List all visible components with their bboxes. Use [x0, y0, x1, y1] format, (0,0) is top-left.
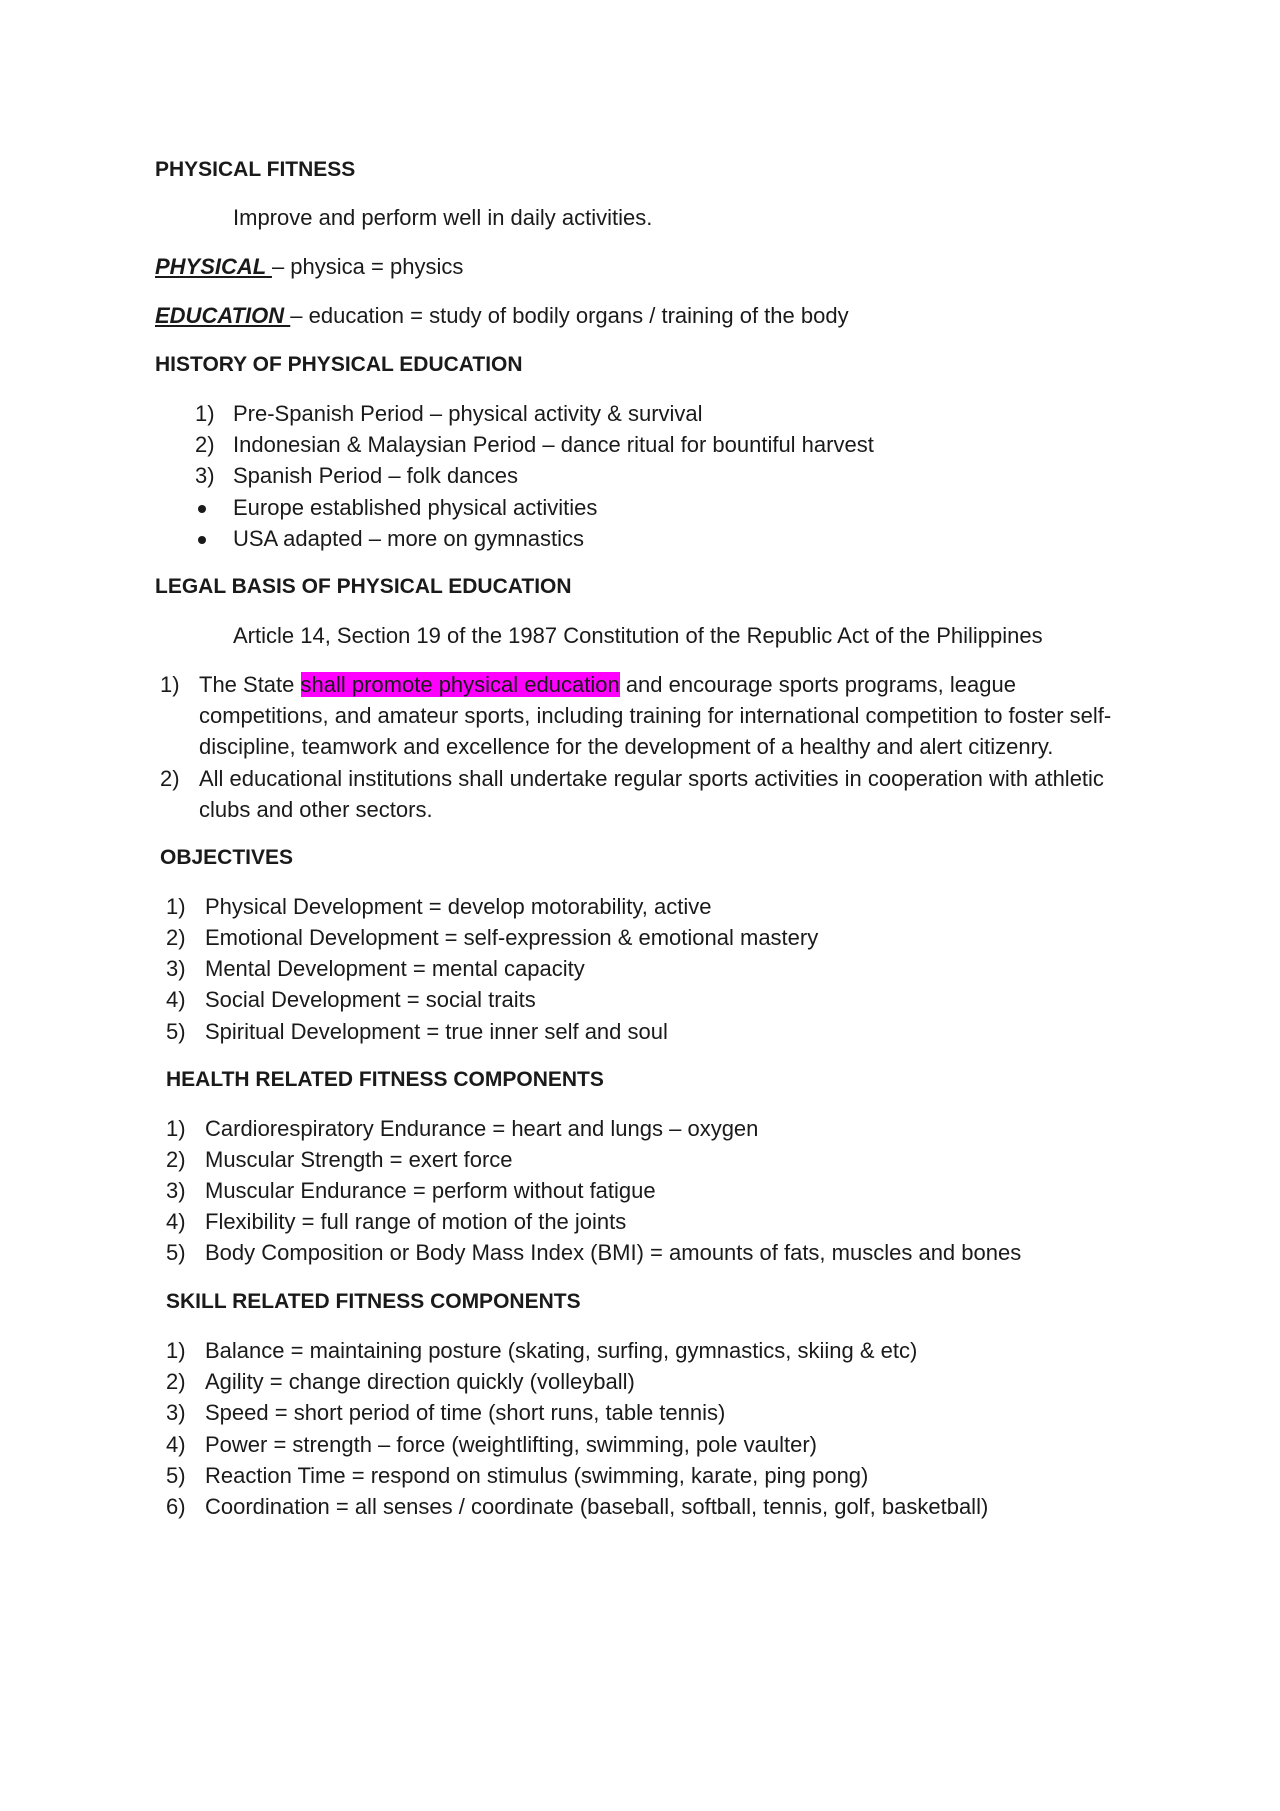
- heading-legal-basis: LEGAL BASIS OF PHYSICAL EDUCATION: [155, 575, 572, 598]
- list-number: 1): [166, 894, 186, 919]
- list-number: 5): [166, 1240, 186, 1265]
- list-item: Body Composition or Body Mass Index (BMI) = amounts of fats, muscles and bones: [205, 1240, 1022, 1265]
- heading-history: HISTORY OF PHYSICAL EDUCATION: [155, 353, 523, 376]
- article-reference: Article 14, Section 19 of the 1987 Constitution of the Republic Act of the Philippines: [233, 623, 1043, 648]
- list-number: 1): [195, 401, 215, 426]
- list-number: 6): [166, 1494, 186, 1519]
- list-item: Spanish Period – folk dances: [233, 463, 518, 488]
- bullet-icon: [198, 505, 206, 513]
- list-number: 2): [166, 1369, 186, 1394]
- heading-health-related: HEALTH RELATED FITNESS COMPONENTS: [166, 1068, 604, 1091]
- list-number: 4): [166, 987, 186, 1012]
- list-number: 1): [166, 1338, 186, 1363]
- list-item: Reaction Time = respond on stimulus (swimming, karate, ping pong): [205, 1463, 869, 1488]
- list-item: Physical Development = develop motorability, active: [205, 894, 712, 919]
- list-item: Mental Development = mental capacity: [205, 956, 585, 981]
- physical-term: PHYSICAL: [155, 254, 272, 279]
- list-number: 3): [166, 1178, 186, 1203]
- list-number: 2): [166, 1147, 186, 1172]
- education-definition: – education = study of bodily organs / training of the body: [290, 303, 849, 328]
- legal-item-1-line-3: discipline, teamwork and excellence for the development of a healthy and alert citizenry.: [199, 734, 1054, 759]
- list-number: 2): [160, 766, 180, 791]
- heading-objectives: OBJECTIVES: [160, 846, 294, 869]
- list-number: 3): [166, 956, 186, 981]
- list-number: 2): [195, 432, 215, 457]
- bullet-item: USA adapted – more on gymnastics: [233, 526, 584, 551]
- list-number: 5): [166, 1019, 186, 1044]
- list-item: Cardiorespiratory Endurance = heart and lungs – oxygen: [205, 1116, 759, 1141]
- list-item: Coordination = all senses / coordinate (baseball, softball, tennis, golf, basketball): [205, 1494, 989, 1519]
- physical-definition-line: [155, 254, 463, 280]
- heading-skill-related: SKILL RELATED FITNESS COMPONENTS: [166, 1290, 581, 1313]
- list-item: Indonesian & Malaysian Period – dance ritual for bountiful harvest: [233, 432, 874, 457]
- list-item: Spiritual Development = true inner self and soul: [205, 1019, 668, 1044]
- list-number: 1): [160, 672, 180, 697]
- list-item: Balance = maintaining posture (skating, surfing, gymnastics, skiing & etc): [205, 1338, 918, 1363]
- highlighted-text: shall promote physical education: [300, 672, 620, 697]
- legal-item-2-line-1: All educational institutions shall undertake regular sports activities in cooperation with athletic: [199, 766, 1104, 791]
- list-item: Speed = short period of time (short runs, table tennis): [205, 1400, 726, 1425]
- legal-item-2-line-2: clubs and other sectors.: [199, 797, 433, 822]
- legal-item-1-prefix: The State: [199, 672, 301, 697]
- bullet-icon: [198, 536, 206, 544]
- list-number: 3): [195, 463, 215, 488]
- legal-item-1-line-2: competitions, and amateur sports, including training for international competition to foster self-: [199, 703, 1112, 728]
- education-definition-line: [155, 303, 849, 329]
- legal-item-1-suffix: and encourage sports programs, league: [619, 672, 1016, 697]
- list-item: Muscular Strength = exert force: [205, 1147, 513, 1172]
- list-item: Flexibility = full range of motion of the joints: [205, 1209, 627, 1234]
- list-item: Muscular Endurance = perform without fatigue: [205, 1178, 656, 1203]
- list-number: 4): [166, 1209, 186, 1234]
- list-item: Social Development = social traits: [205, 987, 536, 1012]
- bullet-item: Europe established physical activities: [233, 495, 598, 520]
- legal-item-1-line-1: [199, 672, 1016, 698]
- list-item: Emotional Development = self-expression & emotional mastery: [205, 925, 819, 950]
- list-number: 5): [166, 1463, 186, 1488]
- fitness-definition: Improve and perform well in daily activities.: [233, 205, 653, 230]
- heading-physical-fitness: PHYSICAL FITNESS: [155, 158, 356, 181]
- physical-definition: – physica = physics: [271, 254, 464, 279]
- list-item: Power = strength – force (weightlifting, swimming, pole vaulter): [205, 1432, 817, 1457]
- list-number: 2): [166, 925, 186, 950]
- list-item: Agility = change direction quickly (volleyball): [205, 1369, 635, 1394]
- list-number: 3): [166, 1400, 186, 1425]
- list-item: Pre-Spanish Period – physical activity & survival: [233, 401, 703, 426]
- list-number: 4): [166, 1432, 186, 1457]
- list-number: 1): [166, 1116, 186, 1141]
- education-term: EDUCATION: [155, 303, 291, 328]
